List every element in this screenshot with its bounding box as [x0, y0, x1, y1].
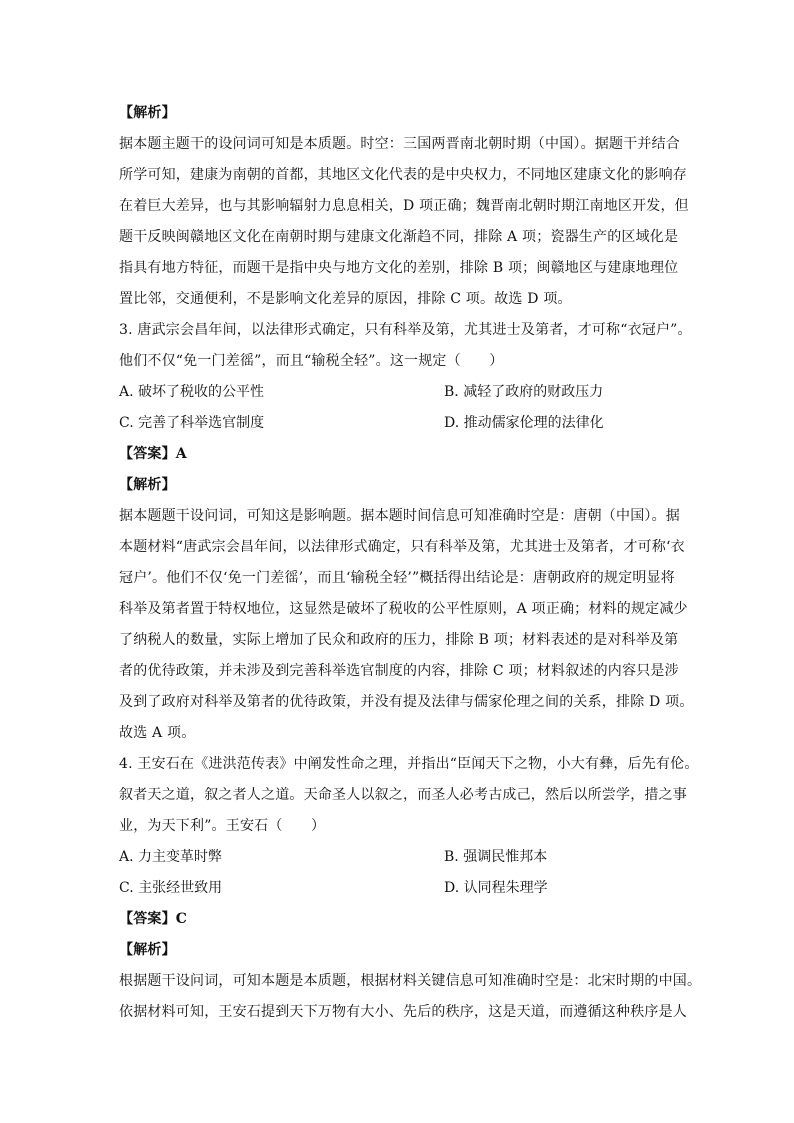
question-4-stem: 叙者天之道，叙之者人之道。天命圣人以叙之，而圣人必考古成己，然后以所尝学，措之事	[119, 787, 687, 803]
analysis-line: 所学可知，建康为南朝的首都，其地区文化代表的是中央权力，不同地区建康文化的影响存	[119, 167, 687, 183]
option-b: B. 减轻了政府的财政压力	[444, 384, 604, 400]
option-b: B. 强调民惟邦本	[444, 849, 548, 865]
analysis-line: 冠户’。他们不仅‘免一门差徭’，而且‘输税全轻’”概括得出结论是：唐朝政府的规定明显将	[119, 570, 676, 586]
option-a: A. 力主变革时弊	[119, 849, 223, 865]
question-3-options-row	[119, 377, 689, 408]
question-4-options-row	[119, 873, 689, 904]
analysis-line: 指具有地方特征，而题干是指中央与地方文化的差别，排除 B 项；闽赣地区与建康地理位	[119, 260, 679, 276]
analysis-line: 置比邻，交通便利，不是影响文化差异的原因，排除 C 项。故选 D 项。	[119, 291, 572, 307]
analysis-line: 题干反映闽赣地区文化在南朝时期与建康文化渐趋不同，排除 A 项；瓷器生产的区域化是	[119, 229, 679, 245]
analysis-line: 故选 A 项。	[119, 725, 196, 741]
analysis-label: 【解析】	[119, 942, 176, 958]
analysis-line: 依据材料可知，王安石提到天下万物有大小、先后的秩序，这是天道，而遵循这种秩序是人	[119, 1004, 687, 1020]
analysis-line: 根据题干设问词，可知本题是本质题，根据材料关键信息可知准确时空是：北宋时期的中国。	[119, 973, 702, 989]
question-4-stem: 业，为天下利”。王安石（ ）	[119, 818, 326, 834]
question-3-stem: 3. 唐武宗会昌年间，以法律形式确定，只有科举及第，尤其进士及第者，才可称“衣冠户”。	[119, 322, 692, 338]
analysis-line: 在着巨大差异，也与其影响辐射力息息相关，D 项正确；魏晋南北朝时期江南地区开发，但	[119, 198, 689, 214]
analysis-label: 【解析】	[119, 105, 176, 121]
option-c: C. 主张经世致用	[119, 880, 223, 896]
analysis-label: 【解析】	[119, 477, 176, 493]
answer-label: 【答案】C	[119, 911, 188, 927]
option-a: A. 破坏了税收的公平性	[119, 384, 265, 400]
question-4-stem: 4. 王安石在《进洪范传表》中阐发性命之理，并指出“臣闻天下之物，小大有彝，后先有伦。	[119, 756, 699, 772]
question-4-options-row	[119, 842, 689, 873]
analysis-line: 据本题主题干的设问词可知是本质题。时空：三国两晋南北朝时期（中国）。据题干并结合	[119, 136, 680, 152]
question-3-stem: 他们不仅“免一门差徭”，而且“输税全轻”。这一规定（ ）	[119, 353, 504, 369]
document-page	[119, 98, 702, 1028]
analysis-line: 据本题题干设问词，可知这是影响题。据本题时间信息可知准确时空是：唐朝（中国）。据	[119, 508, 680, 524]
option-c: C. 完善了科举选官制度	[119, 415, 265, 431]
option-d: D. 认同程朱理学	[444, 880, 548, 896]
answer-label: 【答案】A	[119, 446, 187, 462]
analysis-line: 科举及第者置于特权地位，这显然是破坏了税收的公平性原则，A 项正确；材料的规定减少	[119, 601, 688, 617]
option-d: D. 推动儒家伦理的法律化	[444, 415, 604, 431]
question-3-options-row	[119, 408, 689, 439]
analysis-line: 本题材料“唐武宗会昌年间，以法律形式确定，只有科举及第，尤其进士及第者，才可称‘衣	[119, 539, 685, 555]
analysis-line: 者的优待政策，并未涉及到完善科举选官制度的内容，排除 C 项；材料叙述的内容只是涉	[119, 663, 679, 679]
analysis-line: 了纳税人的数量，实际上增加了民众和政府的压力，排除 B 项；材料表述的是对科举及第	[119, 632, 679, 648]
analysis-line: 及到了政府对科举及第者的优待政策，并没有提及法律与儒家伦理之间的关系，排除 D 项。	[119, 694, 694, 710]
